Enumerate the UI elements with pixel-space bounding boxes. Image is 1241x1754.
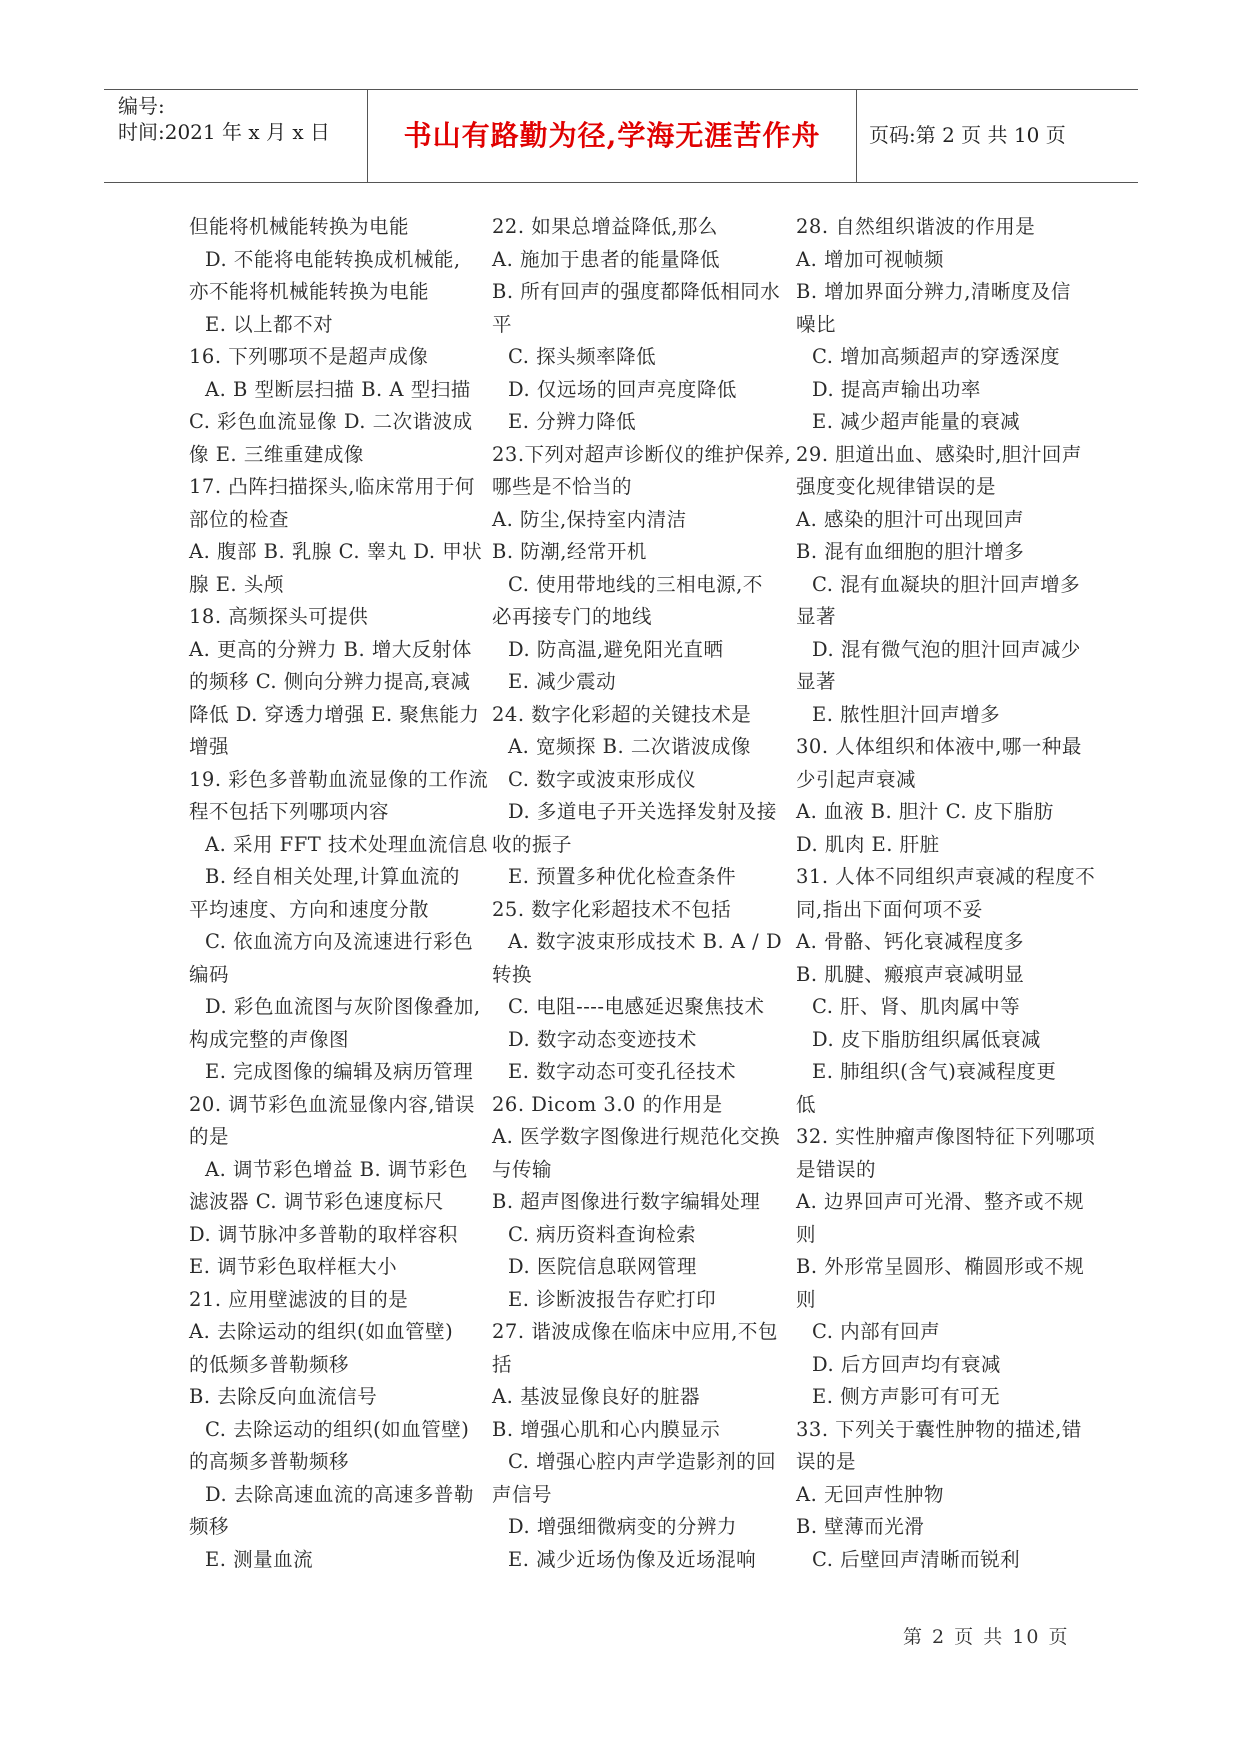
text-line: 平 [492,312,513,336]
text-line: 的高频多普勒频移 [189,1450,350,1473]
text-line: 频移 [189,1515,230,1538]
text-line: 转换 [492,962,533,986]
text-line: 平均速度、方向和速度分散 [189,897,430,921]
text-line: 部位的检查 [189,507,290,531]
text-line: 亦不能将机械能转换为电能 [189,280,430,303]
text-line: B. 混有血细胞的胆汁增多 [796,540,1025,563]
text-line: E. 减少近场伪像及近场混响 [508,1547,757,1571]
text-line: C. 探头频率降低 [508,345,657,368]
text-line: 17. 凸阵扫描探头,临床常用于何 [189,475,475,498]
text-line: B. 去除反向血流信号 [189,1385,378,1408]
text-line: D. 调节脉冲多普勒的取样容积 [189,1222,458,1246]
text-line: C. 增强心腔内声学造影剂的回 [508,1450,777,1473]
text-line: D. 肌肉 E. 肝脏 [796,832,940,856]
text-line: D. 增强细微病变的分辨力 [508,1515,737,1538]
text-line: A. B 型断层扫描 B. A 型扫描 [205,377,471,401]
text-line: 29. 胆道出血、感染时,胆汁回声 [796,442,1082,466]
question-column-3 [796,211,1096,1576]
time-label: 时间:2021 年 x 月 x 日 [118,120,330,144]
header-page-number: 页码:第 2 页 共 10 页 [869,123,1066,147]
text-line: 括 [492,1352,513,1376]
text-line: C. 后壁回声清晰而锐利 [812,1547,1021,1571]
text-line: 28. 自然组织谐波的作用是 [796,215,1036,238]
text-line: B. 增强心肌和心内膜显示 [492,1417,721,1441]
text-line: A. 腹部 B. 乳腺 C. 睾丸 D. 甲状 [189,540,483,563]
text-line: D. 医院信息联网管理 [508,1255,697,1278]
text-line: A. 血液 B. 胆汁 C. 皮下脂肪 [796,800,1054,823]
text-line: B. 防潮,经常开机 [492,540,647,563]
text-line: C. 病历资料查询检索 [508,1222,697,1246]
text-line: 16. 下列哪项不是超声成像 [189,345,429,368]
text-line: A. 采用 FFT 技术处理血流信息 [205,832,488,856]
header-page-cell [857,90,1138,182]
text-line: D. 防高温,避免阳光直晒 [508,637,724,661]
text-line: 26. Dicom 3.0 的作用是 [492,1092,723,1116]
text-line: D. 多道电子开关选择发射及接 [508,800,777,823]
text-line: C. 肝、肾、肌肉属中等 [812,995,1021,1018]
text-line: 32. 实性肿瘤声像图特征下列哪项 [796,1125,1096,1148]
text-line: A. 增加可视帧频 [796,247,944,271]
text-line: 33. 下列关于囊性肿物的描述,错 [796,1417,1082,1441]
text-line: 构成完整的声像图 [189,1027,350,1051]
header-info-cell [104,90,368,182]
text-line: A. 调节彩色增益 B. 调节彩色 [205,1157,468,1181]
text-line: 24. 数字化彩超的关键技术是 [492,702,752,726]
text-line: D. 提高声输出功率 [812,377,981,401]
text-line: 少引起声衰减 [796,767,917,791]
text-line: A. 边界回声可光滑、整齐或不规 [796,1190,1084,1213]
text-line: D. 去除高速血流的高速多普勒 [205,1482,474,1506]
text-line: B. 经自相关处理,计算血流的 [205,865,460,888]
text-line: B. 外形常呈圆形、椭圆形或不规 [796,1255,1085,1278]
text-line: 显著 [796,670,837,693]
question-column-1 [189,211,489,1576]
text-line: 30. 人体组织和体液中,哪一种最 [796,735,1082,758]
text-line: 收的振子 [492,832,573,856]
text-line: C. 内部有回声 [812,1320,941,1343]
text-line: D. 不能将电能转换成机械能, [205,247,461,271]
text-line: C. 使用带地线的三相电源,不 [508,572,763,596]
text-line: 同,指出下面何项不妥 [796,897,983,921]
text-line: D. 彩色血流图与灰阶图像叠加, [205,995,481,1018]
text-line: A. 去除运动的组织(如血管壁) [189,1320,454,1343]
text-line: 低 [796,1092,817,1116]
text-line: D. 仅远场的回声亮度降低 [508,377,737,401]
text-line: E. 数字动态可变孔径技术 [508,1060,737,1083]
text-line: 21. 应用壁滤波的目的是 [189,1287,409,1311]
text-line: 程不包括下列哪项内容 [189,800,390,823]
text-line: B. 增加界面分辨力,清晰度及信 [796,280,1071,303]
text-line: 31. 人体不同组织声衰减的程度不 [796,865,1096,888]
page-footer: 第 2 页 共 10 页 [903,1626,1070,1648]
text-line: 与传输 [492,1157,553,1181]
number-label: 编号: [118,94,165,118]
question-column-2 [492,211,792,1576]
text-line: 但能将机械能转换为电能 [189,215,410,238]
text-line: 的频移 C. 侧向分辨力提高,衰减 [189,670,471,693]
text-line: A. 防尘,保持室内清洁 [492,507,687,531]
text-line: D. 皮下脂肪组织属低衰减 [812,1027,1041,1051]
text-line: 18. 高频探头可提供 [189,605,369,628]
text-line: 的是 [189,1125,230,1148]
text-line: 滤波器 C. 调节彩色速度标尺 [189,1190,444,1213]
text-line: C. 彩色血流显像 D. 二次谐波成 [189,410,473,433]
text-line: 编码 [189,962,230,986]
text-line: B. 肌腱、瘢痕声衰减明显 [796,962,1025,986]
text-line: A. 宽频探 B. 二次谐波成像 [508,735,751,758]
text-line: 哪些是不恰当的 [492,475,633,498]
text-line: 降低 D. 穿透力增强 E. 聚焦能力 [189,702,480,726]
text-line: E. 减少超声能量的衰减 [812,410,1021,433]
text-line: E. 分辨力降低 [508,410,637,433]
text-line: E. 预置多种优化检查条件 [508,865,737,888]
text-line: E. 脓性胆汁回声增多 [812,702,1001,726]
text-line: 必再接专门的地线 [492,605,653,628]
text-line: A. 骨骼、钙化衰减程度多 [796,930,1024,953]
text-line: B. 所有回声的强度都降低相同水 [492,280,781,303]
text-line: B. 壁薄而光滑 [796,1515,925,1538]
text-line: B. 超声图像进行数字编辑处理 [492,1190,761,1213]
text-line: 强度变化规律错误的是 [796,475,997,498]
text-line: E. 测量血流 [205,1547,314,1571]
text-line: A. 感染的胆汁可出现回声 [796,507,1024,531]
text-line: 23.下列对超声诊断仪的维护保养, [492,442,792,466]
text-line: C. 混有血凝块的胆汁回声增多 [812,572,1081,596]
page-header [104,89,1138,183]
text-line: E. 调节彩色取样框大小 [189,1255,398,1278]
text-line: C. 电阻----电感延迟聚焦技术 [508,995,765,1018]
text-line: E. 完成图像的编辑及病历管理 [205,1060,474,1083]
text-line: A. 无回声性肿物 [796,1482,944,1506]
text-line: A. 基波显像良好的脏器 [492,1385,700,1408]
text-line: C. 数字或波束形成仪 [508,767,697,791]
text-line: E. 侧方声影可有可无 [812,1385,1001,1408]
text-line: D. 后方回声均有衰减 [812,1352,1001,1376]
text-line: A. 医学数字图像进行规范化交换 [492,1125,780,1148]
text-line: 19. 彩色多普勒血流显像的工作流 [189,767,489,791]
text-line: 则 [796,1222,817,1246]
text-line: 声信号 [492,1482,553,1506]
text-line: E. 减少震动 [508,670,617,693]
text-line: A. 施加于患者的能量降低 [492,247,720,271]
text-line: A. 数字波束形成技术 B. A / D [508,930,783,953]
text-line: 27. 谐波成像在临床中应用,不包 [492,1320,778,1343]
text-line: 20. 调节彩色血流显像内容,错误 [189,1092,475,1116]
header-motto-cell [368,90,857,182]
text-line: E. 诊断波报告存贮打印 [508,1287,717,1311]
text-line: 腺 E. 头颅 [189,572,284,596]
text-line: 显著 [796,605,837,628]
text-line: C. 依血流方向及流速进行彩色 [205,930,474,953]
text-line: D. 混有微气泡的胆汁回声减少 [812,637,1081,661]
text-line: E. 肺组织(含气)衰减程度更 [812,1060,1057,1083]
text-line: 是错误的 [796,1157,877,1181]
text-line: D. 数字动态变迹技术 [508,1027,697,1051]
text-line: C. 去除运动的组织(如血管壁) [205,1417,470,1441]
motto-text: 书山有路勤为径,学海无涯苦作舟 [403,119,821,152]
text-line: 则 [796,1287,817,1311]
text-line: 25. 数字化彩超技术不包括 [492,897,732,921]
text-line: 误的是 [796,1450,857,1473]
text-line: 增强 [189,735,230,758]
text-line: 像 E. 三维重建成像 [189,442,364,466]
text-line: A. 更高的分辨力 B. 增大反射体 [189,637,472,661]
text-line: E. 以上都不对 [205,312,334,336]
text-line: 噪比 [796,312,837,336]
text-line: 的低频多普勒频移 [189,1352,350,1376]
text-line: C. 增加高频超声的穿透深度 [812,345,1061,368]
text-line: 22. 如果总增益降低,那么 [492,215,718,238]
